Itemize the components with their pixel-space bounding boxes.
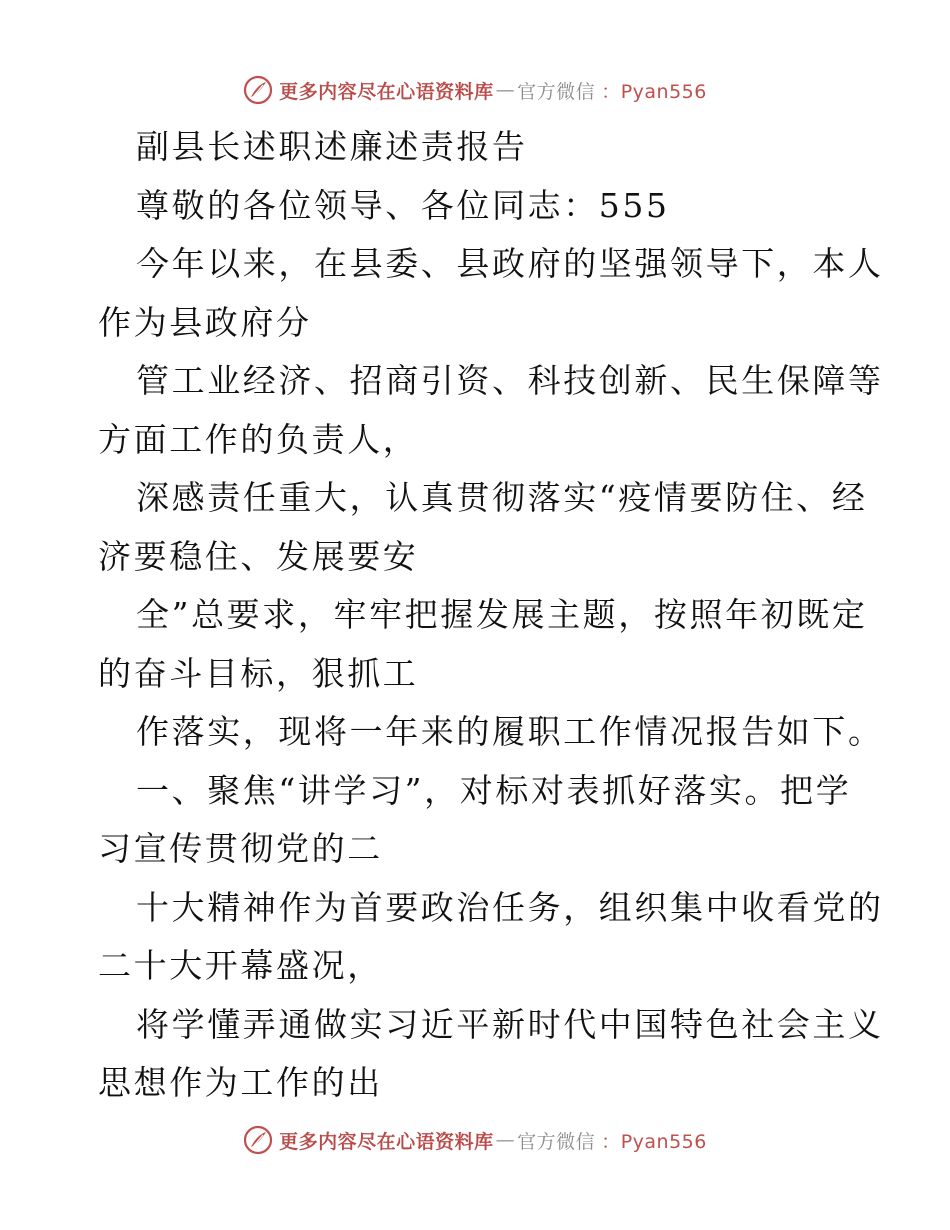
paragraph-line: 方面工作的负责人， [98, 419, 419, 459]
paragraph-line: 管工业经济、招商引资、科技创新、民生保障等 [136, 361, 884, 400]
watermark-main-text: 更多内容尽在心语资料库 [279, 80, 494, 103]
watermark-main-text: 更多内容尽在心语资料库 [279, 1130, 494, 1153]
paragraph-line: 二十大开幕盛况， [98, 946, 383, 985]
paragraph-line: 作为县政府分 [98, 302, 312, 342]
paragraph-line: 全”总要求，牢牢把握发展主题，按照年初既定 [136, 595, 868, 634]
watermark-dash: — [495, 1129, 516, 1151]
salutation-line: 尊敬的各位领导、各位同志：555 [136, 185, 670, 225]
header-watermark [0, 70, 950, 110]
watermark-sub-text: 官方微信 [517, 1130, 596, 1153]
paragraph-line: 深感责任重大，认真贯彻落实“疫情要防住、经 [136, 478, 868, 517]
document-body [98, 118, 884, 1113]
document-title: 副县长述职述廉述责报告 [136, 127, 528, 166]
section-heading-line: 一、聚焦“讲学习”，对标对表抓好落实。把学 [136, 770, 852, 810]
paragraph-line: 习宣传贯彻党的二 [98, 829, 383, 868]
feather-pen-logo-icon [243, 75, 273, 105]
paragraph-line: 十大精神作为首要政治任务，组织集中收看党的 [136, 887, 884, 927]
feather-pen-logo-icon [243, 1125, 273, 1155]
paragraph-line: 将学懂弄通做实习近平新时代中国特色社会主义 [136, 1004, 884, 1044]
paragraph-line: 济要稳住、发展要安 [98, 536, 419, 576]
watermark-wechat-id: ：Pyan556 [601, 1130, 707, 1153]
paragraph-line: 的奋斗目标，狠抓工 [98, 653, 419, 693]
footer-watermark [0, 1120, 950, 1160]
watermark-wechat-id: ：Pyan556 [601, 80, 707, 103]
watermark-sub-text: 官方微信 [517, 80, 596, 103]
paragraph-line: 作落实，现将一年来的履职工作情况报告如下。 [136, 712, 884, 751]
paragraph-line: 今年以来，在县委、县政府的坚强领导下，本人 [136, 244, 884, 283]
watermark-dash: — [495, 79, 516, 101]
paragraph-line: 思想作为工作的出 [98, 1063, 383, 1102]
